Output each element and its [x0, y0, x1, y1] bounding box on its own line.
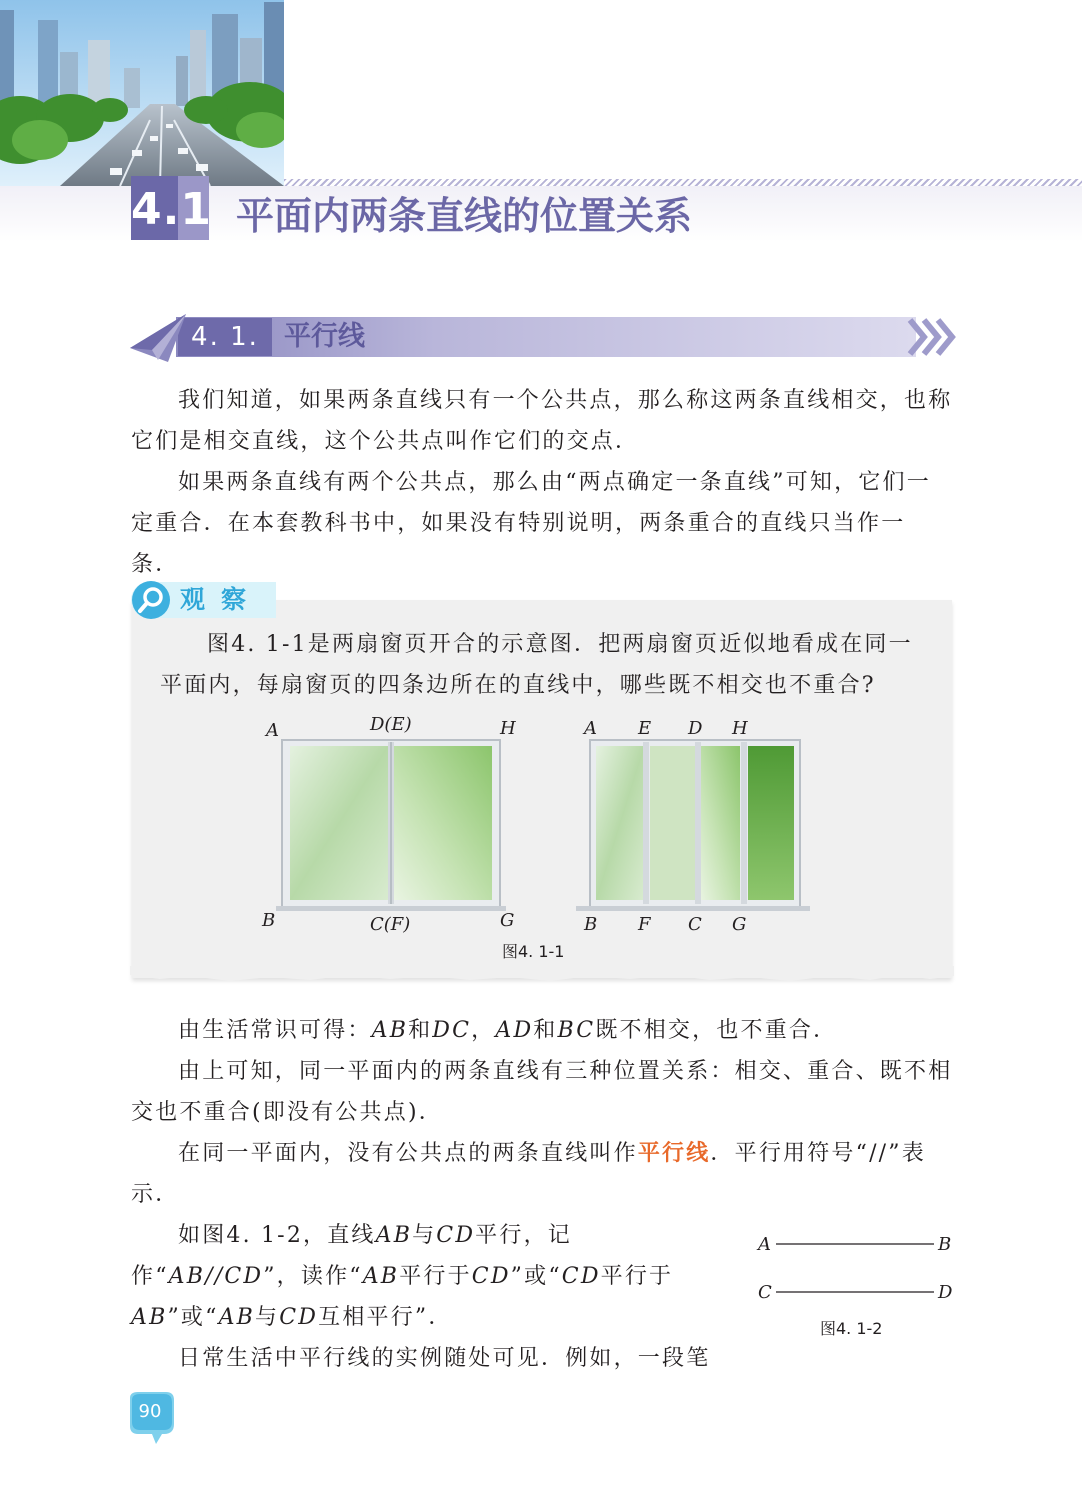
- city-street-photo: [0, 0, 284, 186]
- label-b-left: B: [262, 910, 276, 931]
- paragraph-common-sense: 由生活常识可得：AB和DC，AD和BC既不相交，也不重合．: [178, 1018, 838, 1043]
- label-h-right: H: [732, 718, 748, 739]
- section-number: 4.1: [131, 184, 212, 235]
- observe-label: 观察: [180, 585, 263, 614]
- label-f-right: F: [638, 914, 651, 935]
- torn-paper-edge: [130, 966, 954, 986]
- paragraph-intersecting-lines: 我们知道，如果两条直线只有一个公共点，那么称这两条直线相交，也称它们是相交直线，这个公共点叫作它们的交点．: [131, 388, 953, 454]
- parallel-lines-diagram: [752, 1228, 962, 1310]
- figure-caption-4-1-2: 图4. 1-2: [820, 1319, 883, 1338]
- paragraph-examples: 日常生活中平行线的实例随处可见．例如，一段笔: [178, 1346, 711, 1371]
- chevrons-icon: [906, 318, 956, 356]
- label-a-right: A: [584, 718, 597, 739]
- subsection-number: 4. 1. 1: [191, 322, 259, 390]
- label-de-left: D(E): [370, 714, 412, 735]
- label-line-a: A: [758, 1234, 771, 1255]
- window-diagram: [252, 708, 832, 940]
- label-c-right: C: [688, 914, 702, 935]
- label-line-b: B: [938, 1234, 952, 1255]
- magnifier-icon: [131, 580, 171, 620]
- label-b-right: B: [584, 914, 598, 935]
- label-h-left: H: [500, 718, 516, 739]
- label-d-right: D: [688, 718, 703, 739]
- label-cf-left: C(F): [370, 914, 411, 935]
- parallel-term: 平行线: [637, 1141, 711, 1166]
- window-1-closed: [276, 740, 506, 911]
- figure-caption-4-1-1: 图4. 1-1: [502, 942, 565, 961]
- paragraph-notation: 如图4. 1-2，直线AB与CD平行，记作“AB//CD”，读作“AB平行于CD”或“CD平行于AB”或“AB与CD互相平行”．: [131, 1223, 674, 1330]
- paragraph-three-relations: 由上可知，同一平面内的两条直线有三种位置关系：相交、重合、既不相交也不重合(即没有公共点)．: [131, 1059, 953, 1125]
- label-g-right: G: [732, 914, 747, 935]
- label-line-c: C: [758, 1282, 772, 1303]
- subsection-title: 平行线: [284, 321, 365, 352]
- page-number: 90: [138, 1401, 162, 1422]
- paragraph-coincident-lines: 如果两条直线有两个公共点，那么由“两点确定一条直线”可知，它们一定重合．在本套教科书中，如果没有特别说明，两条重合的直线只当作一条．: [131, 470, 931, 577]
- label-a-left: A: [266, 720, 279, 741]
- label-e-right: E: [638, 718, 652, 739]
- observe-question: 图4. 1-1是两扇窗页开合的示意图．把两扇窗页近似地看成在同一平面内，每扇窗页的四条边所在的直线中，哪些既不相交也不重合?: [160, 632, 913, 698]
- window-2-opened: [576, 740, 810, 911]
- section-title: 平面内两条直线的位置关系: [236, 194, 693, 238]
- label-g-left: G: [500, 910, 515, 931]
- label-line-d: D: [938, 1282, 953, 1303]
- paragraph-parallel-definition: 在同一平面内，没有公共点的两条直线叫作平行线．平行用符号“//”表示．: [131, 1141, 926, 1207]
- paper-plane-icon: [128, 310, 188, 364]
